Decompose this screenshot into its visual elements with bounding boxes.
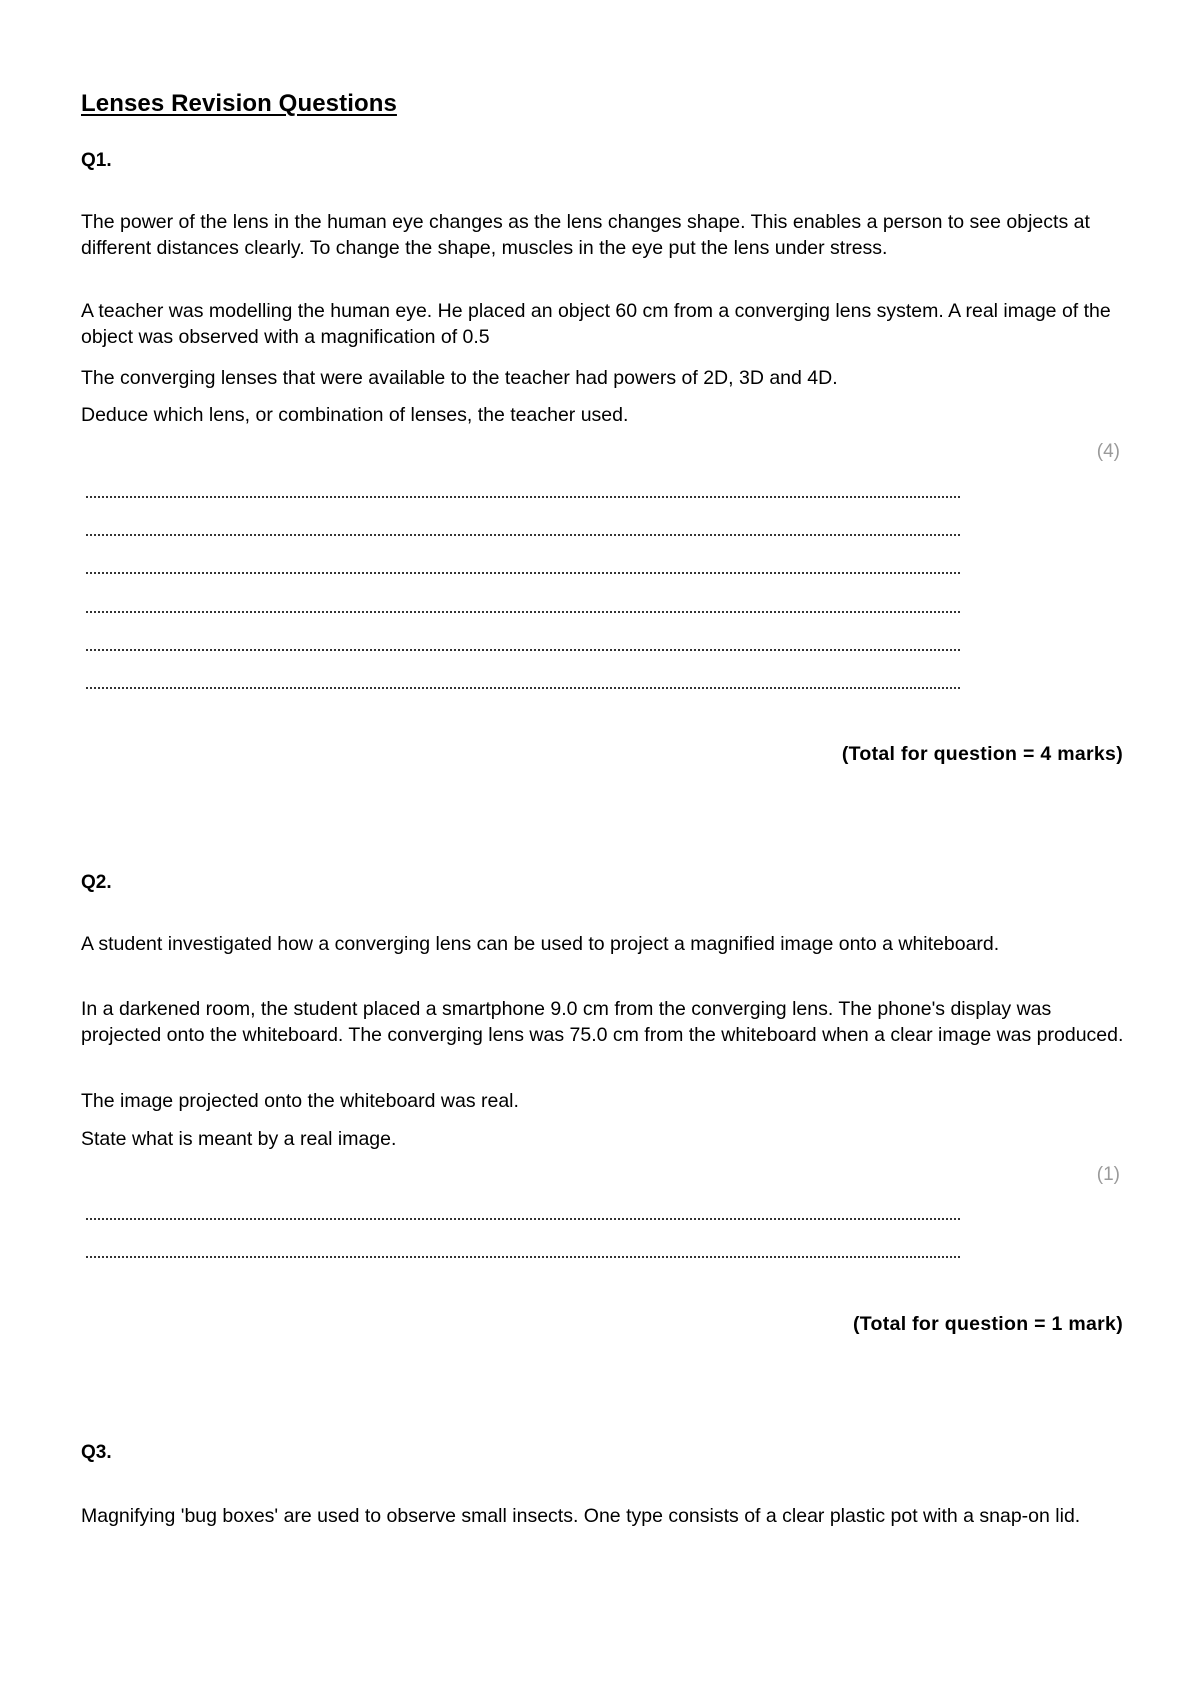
question-2-marks: (1) bbox=[1096, 1164, 1120, 1185]
answer-line[interactable] bbox=[86, 534, 960, 536]
question-2-label: Q2. bbox=[81, 872, 112, 893]
question-3-label: Q3. bbox=[81, 1442, 112, 1463]
answer-line[interactable] bbox=[86, 496, 960, 498]
question-1-paragraph-3: The converging lenses that were available to the teacher had powers of 2D, 3D and 4D. bbox=[81, 367, 838, 389]
answer-line[interactable] bbox=[86, 1256, 960, 1258]
question-2-paragraph-1: A student investigated how a converging lens can be used to project a magnified image onto a whiteboard. bbox=[81, 933, 1000, 955]
answer-line[interactable] bbox=[86, 611, 960, 613]
question-1-paragraph-1: The power of the lens in the human eye changes as the lens changes shape. This enables a person to see objects at different distances clearly. To change the shape, muscles in the eye put the lens under stress. bbox=[81, 211, 1090, 259]
question-1-marks: (4) bbox=[1096, 441, 1120, 462]
question-1-paragraph-2: A teacher was modelling the human eye. He placed an object 60 cm from a converging lens system. A real image of the object was observed with a magnification of 0.5 bbox=[81, 300, 1111, 348]
question-3-paragraph-1: Magnifying 'bug boxes' are used to observe small insects. One type consists of a clear plastic pot with a snap-on lid. bbox=[81, 1505, 1081, 1527]
answer-line[interactable] bbox=[86, 649, 960, 651]
answer-line[interactable] bbox=[86, 572, 960, 574]
question-2-paragraph-2: In a darkened room, the student placed a smartphone 9.0 cm from the converging lens. The phone's display was projected onto the whiteboard. The converging lens was 75.0 cm from the whiteboard when a clear image was produced. bbox=[81, 998, 1124, 1046]
question-2-paragraph-3: The image projected onto the whiteboard was real. bbox=[81, 1090, 519, 1112]
question-2-total: (Total for question = 1 mark) bbox=[853, 1313, 1123, 1335]
answer-line[interactable] bbox=[86, 687, 960, 689]
answer-line[interactable] bbox=[86, 1218, 960, 1220]
question-1-total: (Total for question = 4 marks) bbox=[841, 743, 1123, 765]
question-1-paragraph-4: Deduce which lens, or combination of lenses, the teacher used. bbox=[81, 404, 629, 426]
question-2-paragraph-4: State what is meant by a real image. bbox=[81, 1128, 397, 1150]
page-title: Lenses Revision Questions bbox=[81, 90, 397, 117]
question-1-label: Q1. bbox=[81, 150, 112, 171]
